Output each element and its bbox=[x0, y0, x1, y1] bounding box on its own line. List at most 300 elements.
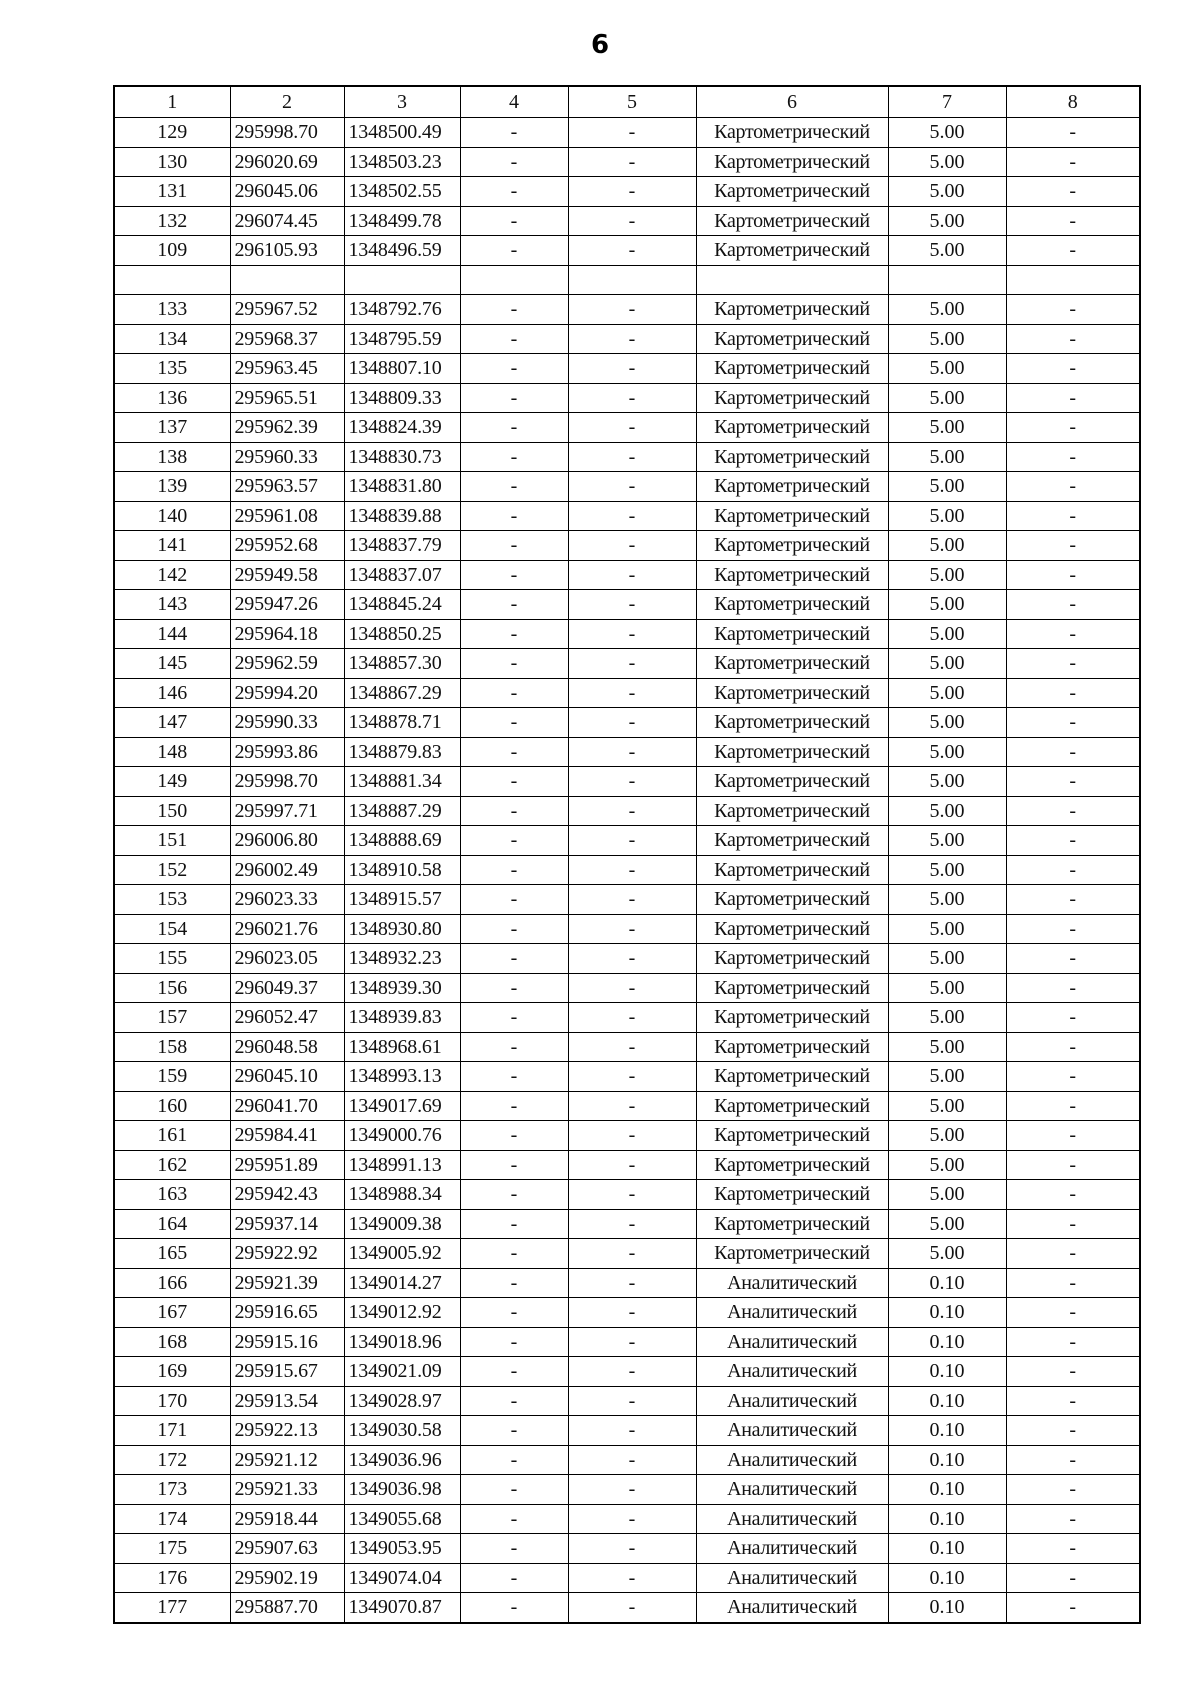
accuracy-cell: 5.00 bbox=[888, 118, 1006, 148]
y-coordinate-cell: 1348792.76 bbox=[344, 295, 460, 325]
table-row bbox=[114, 560, 1140, 590]
column-5-cell: - bbox=[568, 826, 696, 856]
column-8-cell: - bbox=[1006, 826, 1140, 856]
column-4-cell: - bbox=[460, 796, 568, 826]
accuracy-cell: 5.00 bbox=[888, 649, 1006, 679]
accuracy-cell: 5.00 bbox=[888, 678, 1006, 708]
point-number-cell: 175 bbox=[114, 1534, 230, 1564]
column-header-4: 4 bbox=[460, 86, 568, 118]
table-row bbox=[114, 678, 1140, 708]
column-5-cell: - bbox=[568, 472, 696, 502]
column-8-cell: - bbox=[1006, 147, 1140, 177]
x-coordinate-cell: 295915.67 bbox=[230, 1357, 344, 1387]
table-row bbox=[114, 324, 1140, 354]
method-cell: Аналитический bbox=[696, 1416, 888, 1446]
accuracy-cell: 5.00 bbox=[888, 885, 1006, 915]
y-coordinate-cell: 1348930.80 bbox=[344, 914, 460, 944]
method-cell: Аналитический bbox=[696, 1534, 888, 1564]
column-4-cell bbox=[460, 265, 568, 295]
table-row bbox=[114, 649, 1140, 679]
y-coordinate-cell: 1348939.30 bbox=[344, 973, 460, 1003]
point-number-cell: 131 bbox=[114, 177, 230, 207]
coordinates-table bbox=[113, 85, 1141, 1624]
column-8-cell: - bbox=[1006, 177, 1140, 207]
accuracy-cell: 5.00 bbox=[888, 1091, 1006, 1121]
column-5-cell: - bbox=[568, 855, 696, 885]
x-coordinate-cell: 296006.80 bbox=[230, 826, 344, 856]
y-coordinate-cell: 1348496.59 bbox=[344, 236, 460, 266]
x-coordinate-cell: 295990.33 bbox=[230, 708, 344, 738]
table-row bbox=[114, 1534, 1140, 1564]
accuracy-cell: 0.10 bbox=[888, 1298, 1006, 1328]
column-8-cell: - bbox=[1006, 737, 1140, 767]
accuracy-cell: 0.10 bbox=[888, 1534, 1006, 1564]
table-row bbox=[114, 1357, 1140, 1387]
accuracy-cell: 5.00 bbox=[888, 796, 1006, 826]
column-8-cell: - bbox=[1006, 796, 1140, 826]
column-8-cell: - bbox=[1006, 1445, 1140, 1475]
table-row bbox=[114, 1593, 1140, 1623]
column-5-cell: - bbox=[568, 118, 696, 148]
x-coordinate-cell: 295913.54 bbox=[230, 1386, 344, 1416]
column-4-cell: - bbox=[460, 1298, 568, 1328]
column-8-cell: - bbox=[1006, 944, 1140, 974]
column-8-cell: - bbox=[1006, 413, 1140, 443]
y-coordinate-cell: 1348839.88 bbox=[344, 501, 460, 531]
point-number-cell: 156 bbox=[114, 973, 230, 1003]
column-4-cell: - bbox=[460, 1475, 568, 1505]
accuracy-cell: 5.00 bbox=[888, 442, 1006, 472]
column-5-cell: - bbox=[568, 767, 696, 797]
column-5-cell: - bbox=[568, 649, 696, 679]
column-5-cell: - bbox=[568, 1475, 696, 1505]
x-coordinate-cell: 295887.70 bbox=[230, 1593, 344, 1623]
table-row bbox=[114, 708, 1140, 738]
table-row bbox=[114, 383, 1140, 413]
column-4-cell: - bbox=[460, 324, 568, 354]
column-8-cell: - bbox=[1006, 619, 1140, 649]
column-8-cell: - bbox=[1006, 1091, 1140, 1121]
point-number-cell: 166 bbox=[114, 1268, 230, 1298]
column-4-cell: - bbox=[460, 649, 568, 679]
column-5-cell: - bbox=[568, 1563, 696, 1593]
column-8-cell: - bbox=[1006, 1475, 1140, 1505]
point-number-cell: 158 bbox=[114, 1032, 230, 1062]
column-4-cell: - bbox=[460, 1386, 568, 1416]
column-5-cell: - bbox=[568, 442, 696, 472]
accuracy-cell: 5.00 bbox=[888, 354, 1006, 384]
point-number-cell: 142 bbox=[114, 560, 230, 590]
point-number-cell: 132 bbox=[114, 206, 230, 236]
y-coordinate-cell: 1349028.97 bbox=[344, 1386, 460, 1416]
method-cell bbox=[696, 265, 888, 295]
method-cell: Картометрический bbox=[696, 767, 888, 797]
table-row bbox=[114, 855, 1140, 885]
column-8-cell: - bbox=[1006, 1121, 1140, 1151]
x-coordinate-cell: 295937.14 bbox=[230, 1209, 344, 1239]
x-coordinate-cell: 296041.70 bbox=[230, 1091, 344, 1121]
method-cell: Картометрический bbox=[696, 826, 888, 856]
point-number-cell: 168 bbox=[114, 1327, 230, 1357]
x-coordinate-cell: 295907.63 bbox=[230, 1534, 344, 1564]
column-8-cell: - bbox=[1006, 531, 1140, 561]
y-coordinate-cell: 1349074.04 bbox=[344, 1563, 460, 1593]
column-5-cell bbox=[568, 265, 696, 295]
table-row bbox=[114, 796, 1140, 826]
column-8-cell bbox=[1006, 265, 1140, 295]
accuracy-cell: 5.00 bbox=[888, 619, 1006, 649]
point-number-cell: 154 bbox=[114, 914, 230, 944]
method-cell: Картометрический bbox=[696, 590, 888, 620]
column-8-cell: - bbox=[1006, 560, 1140, 590]
table-row bbox=[114, 1563, 1140, 1593]
column-8-cell: - bbox=[1006, 1268, 1140, 1298]
accuracy-cell: 0.10 bbox=[888, 1268, 1006, 1298]
column-4-cell: - bbox=[460, 855, 568, 885]
method-cell: Картометрический bbox=[696, 531, 888, 561]
column-5-cell: - bbox=[568, 383, 696, 413]
accuracy-cell: 5.00 bbox=[888, 560, 1006, 590]
point-number-cell: 139 bbox=[114, 472, 230, 502]
accuracy-cell: 5.00 bbox=[888, 177, 1006, 207]
point-number-cell: 141 bbox=[114, 531, 230, 561]
column-5-cell: - bbox=[568, 1386, 696, 1416]
page-number: 6 bbox=[590, 30, 610, 60]
point-number-cell: 161 bbox=[114, 1121, 230, 1151]
method-cell: Аналитический bbox=[696, 1563, 888, 1593]
column-8-cell: - bbox=[1006, 914, 1140, 944]
column-4-cell: - bbox=[460, 885, 568, 915]
column-4-cell: - bbox=[460, 1416, 568, 1446]
accuracy-cell: 5.00 bbox=[888, 324, 1006, 354]
column-5-cell: - bbox=[568, 206, 696, 236]
column-5-cell: - bbox=[568, 678, 696, 708]
column-4-cell: - bbox=[460, 1091, 568, 1121]
point-number-cell: 159 bbox=[114, 1062, 230, 1092]
method-cell: Картометрический bbox=[696, 678, 888, 708]
x-coordinate-cell: 295951.89 bbox=[230, 1150, 344, 1180]
x-coordinate-cell: 295961.08 bbox=[230, 501, 344, 531]
column-4-cell: - bbox=[460, 147, 568, 177]
accuracy-cell: 0.10 bbox=[888, 1475, 1006, 1505]
y-coordinate-cell: 1349014.27 bbox=[344, 1268, 460, 1298]
method-cell: Картометрический bbox=[696, 472, 888, 502]
column-4-cell: - bbox=[460, 590, 568, 620]
point-number-cell: 163 bbox=[114, 1180, 230, 1210]
table-row bbox=[114, 885, 1140, 915]
column-8-cell: - bbox=[1006, 1504, 1140, 1534]
table-header-row bbox=[114, 86, 1140, 118]
method-cell: Картометрический bbox=[696, 354, 888, 384]
accuracy-cell: 5.00 bbox=[888, 855, 1006, 885]
method-cell: Картометрический bbox=[696, 206, 888, 236]
method-cell: Картометрический bbox=[696, 1121, 888, 1151]
column-4-cell: - bbox=[460, 442, 568, 472]
y-coordinate-cell: 1349036.98 bbox=[344, 1475, 460, 1505]
x-coordinate-cell: 296105.93 bbox=[230, 236, 344, 266]
y-coordinate-cell: 1348887.29 bbox=[344, 796, 460, 826]
method-cell: Аналитический bbox=[696, 1593, 888, 1623]
column-4-cell: - bbox=[460, 1121, 568, 1151]
column-5-cell: - bbox=[568, 531, 696, 561]
x-coordinate-cell: 296045.10 bbox=[230, 1062, 344, 1092]
y-coordinate-cell: 1348867.29 bbox=[344, 678, 460, 708]
column-5-cell: - bbox=[568, 147, 696, 177]
column-8-cell: - bbox=[1006, 1534, 1140, 1564]
point-number-cell: 134 bbox=[114, 324, 230, 354]
column-5-cell: - bbox=[568, 1298, 696, 1328]
y-coordinate-cell: 1349055.68 bbox=[344, 1504, 460, 1534]
table-row bbox=[114, 944, 1140, 974]
method-cell: Картометрический bbox=[696, 383, 888, 413]
y-coordinate-cell: 1349021.09 bbox=[344, 1357, 460, 1387]
x-coordinate-cell bbox=[230, 265, 344, 295]
table-row bbox=[114, 1475, 1140, 1505]
column-header-2: 2 bbox=[230, 86, 344, 118]
table-row bbox=[114, 590, 1140, 620]
x-coordinate-cell: 295942.43 bbox=[230, 1180, 344, 1210]
accuracy-cell: 5.00 bbox=[888, 1003, 1006, 1033]
column-4-cell: - bbox=[460, 1062, 568, 1092]
y-coordinate-cell: 1349005.92 bbox=[344, 1239, 460, 1269]
point-number-cell: 173 bbox=[114, 1475, 230, 1505]
method-cell: Картометрический bbox=[696, 944, 888, 974]
table-row bbox=[114, 1298, 1140, 1328]
column-header-7: 7 bbox=[888, 86, 1006, 118]
point-number-cell: 151 bbox=[114, 826, 230, 856]
x-coordinate-cell: 295965.51 bbox=[230, 383, 344, 413]
accuracy-cell: 0.10 bbox=[888, 1445, 1006, 1475]
column-5-cell: - bbox=[568, 914, 696, 944]
method-cell: Аналитический bbox=[696, 1475, 888, 1505]
point-number-cell: 109 bbox=[114, 236, 230, 266]
point-number-cell: 150 bbox=[114, 796, 230, 826]
accuracy-cell: 5.00 bbox=[888, 1239, 1006, 1269]
column-4-cell: - bbox=[460, 737, 568, 767]
column-header-5: 5 bbox=[568, 86, 696, 118]
point-number-cell: 162 bbox=[114, 1150, 230, 1180]
x-coordinate-cell: 295997.71 bbox=[230, 796, 344, 826]
x-coordinate-cell: 296002.49 bbox=[230, 855, 344, 885]
column-8-cell: - bbox=[1006, 590, 1140, 620]
column-4-cell: - bbox=[460, 1327, 568, 1357]
y-coordinate-cell: 1349012.92 bbox=[344, 1298, 460, 1328]
table-row bbox=[114, 767, 1140, 797]
point-number-cell: 147 bbox=[114, 708, 230, 738]
x-coordinate-cell: 295968.37 bbox=[230, 324, 344, 354]
x-coordinate-cell: 295960.33 bbox=[230, 442, 344, 472]
column-8-cell: - bbox=[1006, 295, 1140, 325]
x-coordinate-cell: 295916.65 bbox=[230, 1298, 344, 1328]
accuracy-cell: 5.00 bbox=[888, 1062, 1006, 1092]
column-8-cell: - bbox=[1006, 678, 1140, 708]
y-coordinate-cell: 1348850.25 bbox=[344, 619, 460, 649]
method-cell: Картометрический bbox=[696, 1003, 888, 1033]
column-8-cell: - bbox=[1006, 1416, 1140, 1446]
column-5-cell: - bbox=[568, 560, 696, 590]
column-4-cell: - bbox=[460, 1593, 568, 1623]
y-coordinate-cell: 1349030.58 bbox=[344, 1416, 460, 1446]
column-8-cell: - bbox=[1006, 472, 1140, 502]
column-8-cell: - bbox=[1006, 1209, 1140, 1239]
point-number-cell: 167 bbox=[114, 1298, 230, 1328]
table-row bbox=[114, 914, 1140, 944]
column-5-cell: - bbox=[568, 501, 696, 531]
table-row bbox=[114, 1504, 1140, 1534]
point-number-cell: 133 bbox=[114, 295, 230, 325]
column-8-cell: - bbox=[1006, 324, 1140, 354]
method-cell: Картометрический bbox=[696, 708, 888, 738]
column-8-cell: - bbox=[1006, 118, 1140, 148]
column-5-cell: - bbox=[568, 1091, 696, 1121]
column-4-cell: - bbox=[460, 413, 568, 443]
column-header-6: 6 bbox=[696, 86, 888, 118]
method-cell: Аналитический bbox=[696, 1445, 888, 1475]
method-cell: Картометрический bbox=[696, 1209, 888, 1239]
x-coordinate-cell: 295947.26 bbox=[230, 590, 344, 620]
column-8-cell: - bbox=[1006, 1386, 1140, 1416]
point-number-cell: 130 bbox=[114, 147, 230, 177]
column-5-cell: - bbox=[568, 1062, 696, 1092]
point-number-cell: 172 bbox=[114, 1445, 230, 1475]
column-5-cell: - bbox=[568, 1445, 696, 1475]
accuracy-cell: 0.10 bbox=[888, 1416, 1006, 1446]
accuracy-cell: 5.00 bbox=[888, 236, 1006, 266]
table-row bbox=[114, 177, 1140, 207]
column-5-cell: - bbox=[568, 1239, 696, 1269]
column-4-cell: - bbox=[460, 1357, 568, 1387]
method-cell: Картометрический bbox=[696, 560, 888, 590]
point-number-cell: 152 bbox=[114, 855, 230, 885]
accuracy-cell: 5.00 bbox=[888, 973, 1006, 1003]
column-5-cell: - bbox=[568, 1357, 696, 1387]
accuracy-cell: 0.10 bbox=[888, 1327, 1006, 1357]
accuracy-cell: 5.00 bbox=[888, 737, 1006, 767]
column-8-cell: - bbox=[1006, 1003, 1140, 1033]
column-5-cell: - bbox=[568, 708, 696, 738]
column-8-cell: - bbox=[1006, 1298, 1140, 1328]
method-cell: Картометрический bbox=[696, 413, 888, 443]
method-cell: Картометрический bbox=[696, 649, 888, 679]
column-5-cell: - bbox=[568, 1593, 696, 1623]
table-row bbox=[114, 1180, 1140, 1210]
column-5-cell: - bbox=[568, 1268, 696, 1298]
point-number-cell: 170 bbox=[114, 1386, 230, 1416]
table-row bbox=[114, 295, 1140, 325]
table-row bbox=[114, 973, 1140, 1003]
x-coordinate-cell: 295921.39 bbox=[230, 1268, 344, 1298]
y-coordinate-cell: 1348824.39 bbox=[344, 413, 460, 443]
column-4-cell: - bbox=[460, 1563, 568, 1593]
accuracy-cell: 5.00 bbox=[888, 206, 1006, 236]
point-number-cell: 129 bbox=[114, 118, 230, 148]
method-cell: Картометрический bbox=[696, 1150, 888, 1180]
column-5-cell: - bbox=[568, 973, 696, 1003]
table-row bbox=[114, 118, 1140, 148]
method-cell: Картометрический bbox=[696, 295, 888, 325]
x-coordinate-cell: 295918.44 bbox=[230, 1504, 344, 1534]
method-cell: Картометрический bbox=[696, 1239, 888, 1269]
table-row bbox=[114, 1239, 1140, 1269]
method-cell: Картометрический bbox=[696, 1091, 888, 1121]
accuracy-cell: 5.00 bbox=[888, 826, 1006, 856]
accuracy-cell: 5.00 bbox=[888, 1150, 1006, 1180]
method-cell: Картометрический bbox=[696, 501, 888, 531]
x-coordinate-cell: 295964.18 bbox=[230, 619, 344, 649]
column-8-cell: - bbox=[1006, 649, 1140, 679]
column-5-cell: - bbox=[568, 177, 696, 207]
y-coordinate-cell: 1348993.13 bbox=[344, 1062, 460, 1092]
y-coordinate-cell: 1348500.49 bbox=[344, 118, 460, 148]
y-coordinate-cell: 1348939.83 bbox=[344, 1003, 460, 1033]
column-8-cell: - bbox=[1006, 354, 1140, 384]
method-cell: Картометрический bbox=[696, 442, 888, 472]
x-coordinate-cell: 296048.58 bbox=[230, 1032, 344, 1062]
accuracy-cell: 5.00 bbox=[888, 413, 1006, 443]
accuracy-cell: 0.10 bbox=[888, 1563, 1006, 1593]
x-coordinate-cell: 295998.70 bbox=[230, 767, 344, 797]
y-coordinate-cell: 1349017.69 bbox=[344, 1091, 460, 1121]
point-number-cell: 135 bbox=[114, 354, 230, 384]
point-number-cell: 157 bbox=[114, 1003, 230, 1033]
column-header-1: 1 bbox=[114, 86, 230, 118]
method-cell: Картометрический bbox=[696, 885, 888, 915]
y-coordinate-cell: 1348499.78 bbox=[344, 206, 460, 236]
table-row bbox=[114, 1268, 1140, 1298]
column-8-cell: - bbox=[1006, 973, 1140, 1003]
column-8-cell: - bbox=[1006, 501, 1140, 531]
method-cell: Аналитический bbox=[696, 1386, 888, 1416]
x-coordinate-cell: 295921.12 bbox=[230, 1445, 344, 1475]
method-cell: Аналитический bbox=[696, 1298, 888, 1328]
y-coordinate-cell: 1349009.38 bbox=[344, 1209, 460, 1239]
column-5-cell: - bbox=[568, 1416, 696, 1446]
column-4-cell: - bbox=[460, 295, 568, 325]
column-4-cell: - bbox=[460, 354, 568, 384]
column-5-cell: - bbox=[568, 1121, 696, 1151]
column-5-cell: - bbox=[568, 236, 696, 266]
column-4-cell: - bbox=[460, 1150, 568, 1180]
column-8-cell: - bbox=[1006, 1239, 1140, 1269]
point-number-cell: 169 bbox=[114, 1357, 230, 1387]
y-coordinate-cell: 1348845.24 bbox=[344, 590, 460, 620]
point-number-cell: 145 bbox=[114, 649, 230, 679]
accuracy-cell: 5.00 bbox=[888, 1032, 1006, 1062]
method-cell: Картометрический bbox=[696, 737, 888, 767]
column-8-cell: - bbox=[1006, 1032, 1140, 1062]
y-coordinate-cell: 1349000.76 bbox=[344, 1121, 460, 1151]
column-5-cell: - bbox=[568, 1327, 696, 1357]
accuracy-cell bbox=[888, 265, 1006, 295]
point-number-cell: 143 bbox=[114, 590, 230, 620]
point-number-cell: 138 bbox=[114, 442, 230, 472]
column-5-cell: - bbox=[568, 1003, 696, 1033]
column-4-cell: - bbox=[460, 383, 568, 413]
method-cell: Картометрический bbox=[696, 177, 888, 207]
column-4-cell: - bbox=[460, 1003, 568, 1033]
accuracy-cell: 0.10 bbox=[888, 1386, 1006, 1416]
x-coordinate-cell: 296023.33 bbox=[230, 885, 344, 915]
x-coordinate-cell: 295962.59 bbox=[230, 649, 344, 679]
x-coordinate-cell: 295962.39 bbox=[230, 413, 344, 443]
column-4-cell: - bbox=[460, 560, 568, 590]
table-row bbox=[114, 1416, 1140, 1446]
point-number-cell: 146 bbox=[114, 678, 230, 708]
table-row bbox=[114, 1209, 1140, 1239]
table-row bbox=[114, 1386, 1140, 1416]
accuracy-cell: 5.00 bbox=[888, 590, 1006, 620]
method-cell: Картометрический bbox=[696, 236, 888, 266]
